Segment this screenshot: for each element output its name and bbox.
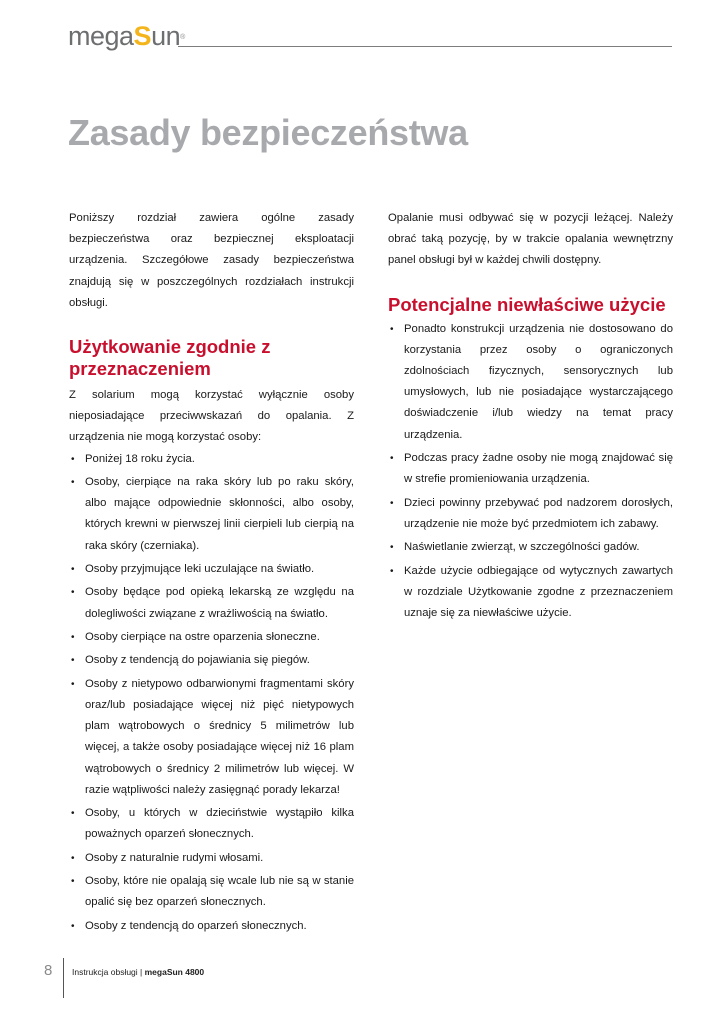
page-title: Zasady bezpieczeństwa: [68, 112, 468, 153]
right-column: [388, 208, 673, 626]
intro-paragraph: Poniższy rozdział zawiera ogólne zasady bezpieczeństwa oraz bezpiecznej eksploatacji urządzenia. Szczegółowe zasady bezpieczeństwa znajdują się w poszczególnych rozdziałach instrukcji obsługi.: [69, 212, 354, 309]
list-item: • Osoby z naturalnie rudymi włosami.: [69, 848, 354, 869]
manual-label: Instrukcja obsługi |: [72, 967, 145, 977]
logo-suffix: un: [151, 21, 181, 51]
list-item: • Podczas pracy żadne osoby nie mogą znajdować się w strefie promieniowania urządzenia.: [388, 448, 673, 490]
misuse-list: [388, 319, 673, 625]
logo-highlight: S: [133, 21, 152, 51]
list-item: • Ponadto konstrukcji urządzenia nie dostosowano do korzystania przez osoby o ograniczonych zdolnościach fizycznych, sensorycznych lub umysłowych, lub nie posiadające wystarczającego doświadczenie i/lub wiedzy na temat pracy urządzenia.: [388, 319, 673, 446]
list-item: • Osoby będące pod opieką lekarską ze względu na dolegliwości związane z wrażliwością na światło.: [69, 582, 354, 624]
list-item: • Osoby przyjmujące leki uczulające na światło.: [69, 559, 354, 580]
list-item: • Osoby cierpiące na ostre oparzenia słoneczne.: [69, 627, 354, 648]
list-item: • Osoby z tendencją do oparzeń słonecznych.: [69, 916, 354, 937]
list-item: • Poniżej 18 roku życia.: [69, 449, 354, 470]
list-item: • Naświetlanie zwierząt, w szczególności gadów.: [388, 537, 673, 558]
registered-mark: ®: [180, 34, 185, 41]
logo-prefix: mega: [68, 21, 134, 51]
list-item: • Osoby, które nie opalają się wcale lub nie są w stanie opalić się bez oparzeń słonecznych.: [69, 871, 354, 913]
section-intro-paragraph: Z solarium mogą korzystać wyłącznie osoby nieposiadające przeciwwskazań do opalania. Z urządzenia nie mogą korzystać osoby:: [69, 389, 354, 444]
intro-paragraph: Opalanie musi odbywać się w pozycji leżącej. Należy obrać taką pozycję, by w trakcie opalania wewnętrzny panel obsługi był w każdej chwili dostępny.: [388, 212, 673, 267]
header-rule: [178, 46, 672, 47]
contraindications-list: [69, 449, 354, 937]
list-item: • Osoby, u których w dzieciństwie wystąpiło kilka poważnych oparzeń słonecznych.: [69, 803, 354, 845]
list-item: • Dzieci powinny przebywać pod nadzorem dorosłych, urządzenie nie może być przedmiotem ich zabawy.: [388, 493, 673, 535]
footer-divider: [63, 958, 64, 998]
section-heading-intended-use: Użytkowanie zgodnie z przeznaczeniem: [69, 336, 271, 380]
list-item: • Osoby z tendencją do pojawiania się piegów.: [69, 650, 354, 671]
footer-label: [72, 967, 204, 977]
megasun-logo: [68, 20, 185, 52]
product-name: megaSun 4800: [144, 967, 205, 977]
section-heading-misuse: Potencjalne niewłaściwe użycie: [388, 293, 666, 315]
list-item: • Każde użycie odbiegające od wytycznych zawartych w rozdziale Użytkowanie zgodne z przeznaczeniem uznaje się za niewłaściwe użycie.: [388, 561, 673, 625]
list-item: • Osoby z nietypowo odbarwionymi fragmentami skóry oraz/lub posiadające więcej niż pięć nietypowych plam wątrobowych o średnicy 5 milimetrów lub więcej, a także osoby posiadające więcej niż 16 plam wątrobowych o średnicy 2 milimetrów lub więcej. W razie wątpliwości należy zasięgnąć porady lekarza!: [69, 674, 354, 801]
list-item: • Osoby, cierpiące na raka skóry lub po raku skóry, albo mające odpowiednie skłonności, albo osoby, których krewni w pierwszej linii cierpieli lub cierpią na raka skóry (czerniaka).: [69, 472, 354, 557]
page-number: 8: [44, 962, 53, 979]
left-column: [69, 208, 354, 939]
